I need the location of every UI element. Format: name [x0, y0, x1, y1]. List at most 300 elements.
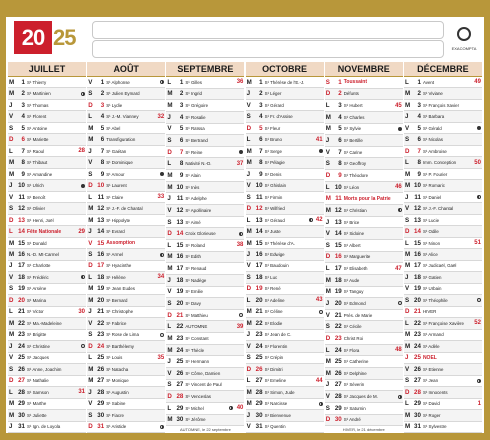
- day-row: [325, 391, 403, 403]
- day-letter: S: [167, 299, 172, 307]
- day-row: [87, 146, 165, 157]
- day-row: [404, 295, 482, 306]
- day-letter: D: [325, 171, 331, 179]
- day-row: [404, 261, 482, 272]
- day-number: 29: [18, 400, 25, 408]
- saint-name: S¹ Aristide: [106, 424, 127, 430]
- saint-name: S¹ Thierry: [27, 79, 47, 85]
- saint-name: S¹ Romaric: [422, 183, 445, 189]
- day-row: [87, 192, 165, 203]
- day-letter: S: [404, 216, 410, 224]
- day-number: 10: [176, 183, 184, 191]
- saint-name: S¹ Hippolyte: [106, 217, 131, 223]
- moon-phase-icon: [309, 218, 313, 222]
- day-row: [8, 226, 86, 237]
- saint-name: S¹ Alice: [422, 252, 438, 257]
- day-row: [404, 330, 482, 341]
- day-number: 8: [417, 159, 421, 167]
- day-row: [404, 422, 482, 433]
- day-row: [246, 180, 324, 191]
- day-row: [166, 345, 244, 357]
- saint-name: S¹ Brigitte: [27, 332, 47, 338]
- day-letter: V: [404, 285, 410, 293]
- day-number: 17: [176, 265, 184, 273]
- day-row: [325, 415, 403, 427]
- moon-phase-icon: [239, 313, 243, 317]
- day-letter: L: [246, 296, 251, 304]
- day-number: 13: [97, 216, 105, 224]
- day-letter: M: [325, 195, 331, 203]
- day-number: 22: [97, 319, 105, 327]
- day-row: [246, 77, 324, 88]
- day-number: 9: [417, 170, 421, 178]
- season-note: AUTOMNE, le 22 septembre: [179, 427, 231, 433]
- saint-name: S¹ Roger: [422, 412, 441, 418]
- day-number: 20: [176, 299, 184, 307]
- saint-name: S¹ Simon, Jude: [264, 389, 295, 395]
- day-letter: D: [88, 101, 93, 109]
- day-row: [87, 364, 165, 375]
- day-letter: L: [404, 159, 409, 167]
- week-number: 31: [78, 389, 85, 396]
- day-number: 1: [100, 78, 105, 86]
- day-number: 13: [18, 216, 25, 224]
- day-row: [404, 410, 482, 421]
- day-letter: J: [167, 195, 171, 203]
- day-number: 11: [256, 193, 263, 201]
- moon-phase-icon: [319, 310, 323, 314]
- day-letter: L: [325, 346, 330, 354]
- day-row: [246, 215, 324, 226]
- day-row: [404, 226, 482, 237]
- day-letter: S: [246, 113, 251, 121]
- saint-name: S¹ Charlotte: [27, 263, 51, 269]
- saint-name: Assomption: [106, 240, 136, 247]
- day-row: [404, 123, 482, 134]
- day-number: 24: [176, 346, 184, 354]
- moon-phase-icon: [319, 149, 323, 153]
- day-letter: M: [404, 101, 411, 109]
- saint-name: Croix Glorieuse: [185, 231, 216, 237]
- day-number: 20: [334, 299, 342, 307]
- saint-name: S¹ Victor: [27, 309, 44, 315]
- day-row: [246, 410, 324, 421]
- day-number: 25: [334, 358, 342, 366]
- saint-name: S¹ Nicolas: [422, 137, 443, 143]
- moon-phase-icon: [160, 425, 164, 429]
- saint-name: S¹ Frédéric: [27, 274, 49, 280]
- day-number: 25: [255, 354, 263, 362]
- saint-name: S¹ Jacques: [27, 355, 49, 361]
- day-number: 24: [255, 342, 263, 350]
- day-number: 18: [97, 273, 105, 281]
- day-row: [166, 403, 244, 415]
- saint-name: Défunts: [343, 91, 359, 97]
- day-letter: V: [246, 262, 251, 270]
- day-row: [166, 287, 244, 299]
- saint-name: Imm. Conception: [422, 160, 457, 166]
- day-number: 19: [176, 288, 184, 296]
- day-number: 18: [176, 276, 184, 284]
- saint-name: Prés. de Marie: [343, 312, 373, 318]
- saint-name: S¹ Edith: [185, 254, 201, 260]
- day-row: [166, 310, 244, 322]
- moon-phase-icon: [81, 344, 85, 348]
- day-number: 19: [97, 285, 105, 293]
- day-letter: M: [404, 251, 411, 258]
- week-number: 35: [157, 354, 165, 361]
- saint-name: S¹ Bertille: [343, 138, 363, 144]
- day-number: 16: [414, 251, 421, 258]
- saint-name: S¹ Luc: [264, 274, 278, 280]
- day-row: [8, 387, 86, 398]
- day-number: 6: [100, 136, 105, 144]
- saint-name: S¹ Monique: [106, 378, 129, 384]
- saint-name: S¹ Samson: [27, 389, 49, 395]
- day-number: 12: [176, 206, 184, 214]
- saint-name: S¹ Benoît: [27, 194, 46, 200]
- day-row: [8, 123, 86, 134]
- saint-name: S¹ Charles: [343, 114, 365, 120]
- day-row: [8, 410, 86, 421]
- saint-name: S¹ Marthe: [27, 401, 47, 407]
- day-number: 28: [255, 388, 263, 396]
- saint-name: S¹ Sabine: [106, 401, 126, 407]
- day-number: 28: [414, 388, 421, 396]
- day-row: [325, 310, 403, 322]
- saint-name: S¹ Innocents: [422, 389, 448, 395]
- day-number: 19: [414, 285, 421, 293]
- day-number: 1: [179, 78, 184, 86]
- day-row: [166, 356, 244, 368]
- day-number: 4: [100, 113, 105, 121]
- day-number: 3: [21, 101, 25, 109]
- saint-name: S¹ Natacha: [106, 366, 129, 372]
- day-letter: L: [167, 323, 172, 331]
- day-number: 26: [18, 365, 25, 373]
- day-letter: J: [88, 308, 92, 316]
- day-number: 27: [414, 377, 421, 385]
- saint-name: S¹ Marina: [27, 297, 47, 303]
- day-number: 28: [176, 393, 184, 401]
- day-letter: L: [9, 388, 13, 396]
- day-number: 11: [414, 193, 421, 201]
- saint-name: S¹ Firmin: [264, 194, 283, 200]
- day-row: [246, 295, 324, 306]
- saint-name: S¹ Louis: [106, 355, 123, 361]
- saint-name: S¹ Adeline: [264, 297, 285, 303]
- day-letter: S: [325, 241, 330, 249]
- saint-name: S¹ Gilles: [185, 79, 202, 85]
- day-letter: L: [9, 228, 13, 236]
- day-row: [404, 341, 482, 352]
- day-letter: M: [246, 308, 252, 316]
- day-row: [8, 192, 86, 203]
- day-letter: D: [167, 148, 172, 156]
- week-number: 40: [236, 405, 244, 412]
- day-number: 27: [18, 377, 25, 385]
- month-column: [166, 62, 244, 433]
- day-letter: M: [404, 90, 411, 98]
- day-row: [87, 226, 165, 237]
- day-number: 19: [334, 288, 342, 296]
- day-row: [87, 330, 165, 341]
- day-letter: M: [88, 216, 94, 224]
- day-letter: J: [9, 342, 13, 350]
- saint-name: S¹ Anne, Joachim: [27, 366, 62, 372]
- saint-name: S¹ Gérald: [422, 125, 442, 131]
- day-number: 20: [255, 296, 263, 304]
- day-number: 9: [179, 171, 184, 179]
- week-number: 36: [236, 79, 244, 86]
- day-number: 25: [176, 358, 184, 366]
- day-number: 29: [255, 400, 263, 408]
- saint-name: S¹ Martinien: [27, 91, 51, 97]
- day-row: [325, 77, 403, 89]
- day-number: 12: [334, 206, 342, 214]
- day-number: 18: [255, 273, 263, 281]
- day-letter: S: [9, 365, 14, 373]
- day-letter: L: [88, 193, 92, 201]
- day-row: [404, 111, 482, 122]
- day-letter: D: [167, 311, 172, 319]
- day-number: 30: [255, 411, 263, 419]
- week-number: 30: [78, 308, 85, 315]
- saint-name: HIVER: [422, 309, 437, 315]
- week-number: 42: [315, 217, 323, 224]
- day-letter: V: [88, 400, 93, 408]
- day-number: 8: [338, 160, 342, 168]
- moon-phase-icon: [160, 80, 164, 84]
- saint-name: S¹ Bienvenue: [264, 412, 291, 418]
- month-header: JUILLET: [8, 62, 86, 77]
- day-number: 20: [414, 296, 421, 304]
- day-letter: M: [167, 334, 173, 342]
- day-row: [87, 249, 165, 260]
- day-letter: V: [9, 354, 14, 362]
- saint-name: S¹ Cécile: [343, 324, 362, 330]
- day-row: [325, 193, 403, 205]
- day-number: 17: [18, 262, 25, 270]
- day-letter: J: [88, 388, 92, 396]
- day-number: 3: [338, 102, 342, 110]
- day-letter: V: [246, 101, 251, 109]
- saint-name: S¹ Florent: [27, 114, 47, 120]
- day-number: 9: [259, 170, 263, 178]
- year-logo-right: 25: [53, 25, 76, 50]
- day-row: [166, 380, 244, 392]
- week-number: 33: [157, 194, 165, 201]
- day-row: [325, 275, 403, 287]
- day-row: [166, 170, 244, 182]
- day-letter: S: [325, 78, 330, 86]
- day-letter: D: [9, 377, 14, 385]
- day-letter: V: [246, 423, 251, 431]
- day-letter: M: [88, 205, 94, 213]
- week-number: 47: [395, 265, 402, 272]
- saint-name: S¹ Séverin: [343, 382, 365, 388]
- day-row: [8, 272, 86, 283]
- day-row: [8, 330, 86, 341]
- day-letter: M: [88, 124, 94, 132]
- day-number: 30: [176, 416, 184, 424]
- day-letter: M: [325, 358, 331, 366]
- day-letter: L: [9, 308, 13, 316]
- saint-name: S¹ David: [422, 401, 440, 407]
- day-number: 15: [334, 241, 342, 249]
- day-row: [246, 111, 324, 122]
- day-letter: M: [246, 78, 252, 86]
- day-letter: L: [88, 273, 92, 281]
- day-number: 5: [417, 124, 421, 132]
- saint-name: S¹ Thérèse de l'E.-J.: [264, 79, 305, 85]
- day-letter: J: [246, 251, 251, 258]
- day-row: [246, 261, 324, 272]
- day-number: 10: [97, 182, 105, 190]
- day-letter: J: [325, 299, 330, 307]
- saint-name: S¹ Armel: [106, 252, 124, 257]
- day-row: [246, 238, 324, 249]
- day-row: [246, 307, 324, 318]
- saint-name: S¹ Michel: [185, 405, 204, 411]
- day-row: [246, 387, 324, 398]
- day-row: [8, 100, 86, 111]
- day-letter: L: [404, 400, 409, 408]
- day-row: [246, 146, 324, 157]
- day-number: 14: [255, 228, 263, 236]
- saint-name: S¹ Roland: [185, 242, 205, 248]
- day-row: [325, 356, 403, 368]
- day-letter: V: [325, 393, 330, 401]
- day-row: [325, 205, 403, 217]
- week-number: 46: [395, 184, 402, 191]
- day-row: [8, 203, 86, 214]
- day-row: [87, 238, 165, 249]
- day-row: [325, 135, 403, 147]
- day-letter: S: [246, 193, 251, 201]
- day-number: 31: [18, 423, 25, 431]
- day-row: [166, 77, 244, 89]
- day-letter: S: [167, 381, 172, 389]
- saint-name: S¹ Aimé: [185, 219, 201, 225]
- day-row: [166, 205, 244, 217]
- saint-name: S¹ René: [264, 286, 281, 292]
- day-number: 13: [255, 216, 263, 224]
- saint-name: S¹ P. Fourier: [422, 171, 448, 177]
- day-letter: M: [9, 78, 15, 86]
- day-number: 12: [18, 205, 25, 213]
- day-row: [8, 422, 86, 433]
- day-letter: M: [9, 90, 15, 98]
- saint-name: S¹ Raïssa: [185, 126, 205, 132]
- saint-name: S¹ Vincent de Paul: [185, 382, 222, 388]
- day-letter: M: [9, 400, 15, 408]
- month-header: AOÛT: [87, 62, 165, 77]
- day-row: [325, 345, 403, 357]
- day-letter: S: [325, 404, 330, 412]
- day-number: 5: [179, 125, 184, 133]
- day-letter: M: [167, 90, 173, 98]
- saint-name: S¹ Christophe: [106, 309, 134, 315]
- day-row: [404, 307, 482, 318]
- day-letter: V: [246, 342, 251, 350]
- saint-name: S¹ Tanguy: [343, 289, 364, 295]
- saint-name: S¹ Emilie: [185, 289, 203, 295]
- saint-name: S¹ Lydie: [106, 102, 123, 108]
- day-number: 14: [334, 230, 342, 238]
- day-row: [166, 100, 244, 112]
- day-number: 21: [97, 308, 105, 316]
- day-letter: M: [167, 265, 173, 273]
- day-letter: M: [246, 319, 252, 327]
- day-row: [404, 376, 482, 387]
- day-letter: S: [88, 170, 93, 178]
- saint-name: S¹ Urbain: [422, 286, 442, 292]
- day-letter: D: [9, 216, 14, 224]
- day-letter: J: [88, 228, 92, 236]
- saint-name: S¹ Julien Eymard: [106, 91, 140, 97]
- day-letter: D: [404, 228, 410, 236]
- day-row: [246, 203, 324, 214]
- saint-name: S¹ Inès: [185, 184, 200, 190]
- day-row: [8, 284, 86, 295]
- day-row: [246, 353, 324, 364]
- saint-name: S¹ Fabrice: [106, 320, 127, 326]
- saint-name: Toussaint: [343, 79, 367, 86]
- notes-box-bottom: [92, 40, 444, 58]
- day-number: 10: [414, 182, 421, 190]
- day-number: 22: [176, 323, 184, 331]
- saint-name: S¹ Ign. de Loyola: [27, 424, 61, 430]
- day-row: [87, 318, 165, 329]
- day-row: [325, 263, 403, 275]
- day-row: [166, 391, 244, 403]
- day-letter: M: [9, 411, 15, 419]
- day-letter: D: [325, 90, 331, 98]
- saint-name: S¹ Geoffroy: [343, 161, 367, 167]
- day-number: 31: [255, 423, 263, 431]
- day-number: 25: [18, 354, 25, 362]
- day-number: 7: [259, 147, 263, 155]
- day-number: 17: [334, 265, 342, 273]
- day-letter: S: [325, 160, 330, 168]
- day-row: [404, 353, 482, 364]
- day-letter: V: [9, 193, 14, 201]
- day-row: [8, 169, 86, 180]
- day-number: 2: [338, 90, 342, 98]
- day-row: [166, 321, 244, 333]
- day-number: 21: [255, 308, 263, 316]
- day-row: [246, 330, 324, 341]
- day-row: [166, 147, 244, 159]
- day-number: 30: [97, 411, 105, 419]
- day-row: [87, 100, 165, 111]
- day-number: 8: [21, 159, 25, 167]
- day-letter: J: [246, 331, 251, 339]
- day-row: [246, 169, 324, 180]
- day-letter: V: [167, 369, 172, 377]
- day-letter: J: [246, 411, 251, 419]
- saint-name: S¹ Hyacinthe: [106, 263, 132, 269]
- day-row: [166, 228, 244, 240]
- saint-name: Fête Nationale: [27, 228, 62, 235]
- day-row: [246, 341, 324, 352]
- day-number: 27: [334, 381, 342, 389]
- day-letter: J: [325, 218, 330, 226]
- day-letter: M: [9, 331, 15, 339]
- day-letter: L: [325, 265, 330, 273]
- saint-name: S¹ Jean Eudes: [106, 286, 135, 292]
